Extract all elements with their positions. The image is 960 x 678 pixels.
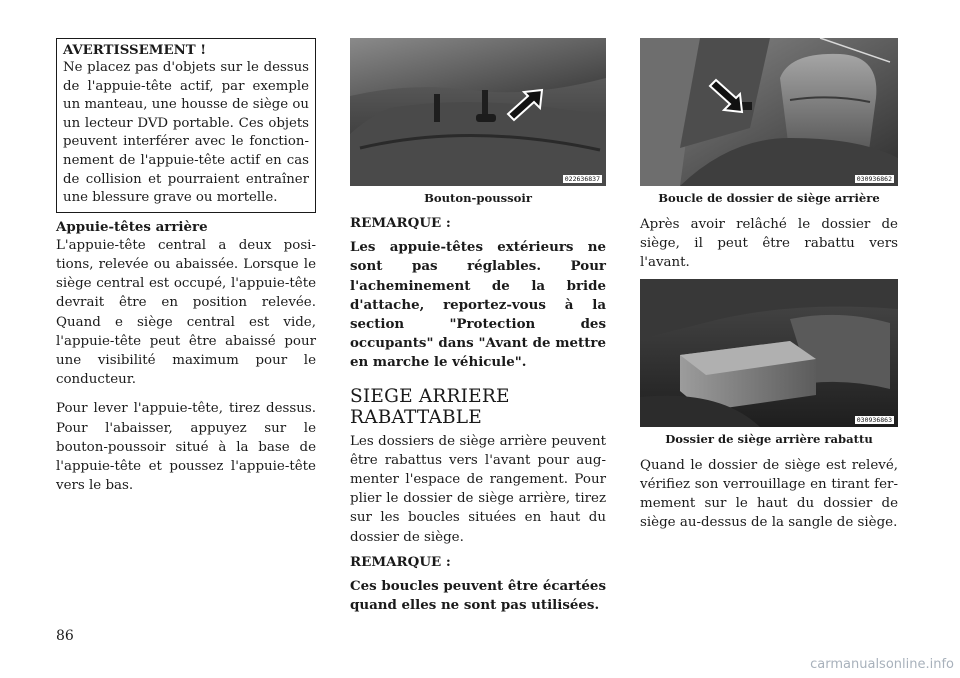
figure-seat-back-latch <box>640 38 898 186</box>
headrest-photo <box>350 38 606 186</box>
rear-headrests-paragraph-2: Pour lever l'appuie-tête, tirez dessus. Pour l'abaisser, appuyez sur le bouton-poussoir situé à la base de l'appuie-tête et poussez l'appuie-tête vers le bas. <box>56 401 316 494</box>
section-text: Les dossiers de siège arrière peuvent être rabattus vers l'avant pour augmenter l'espace de rangement. Pour plier le dossier de siège arrière, tirez sur les boucles situées en haut du dossier de siège. <box>350 433 606 545</box>
section-heading <box>350 386 606 428</box>
seat-latch-photo <box>640 38 898 186</box>
figure-caption: Bouton-poussoir <box>424 191 532 205</box>
warning-text: Ne placez pas d'objets sur le dessus de l'appuie-tête actif, par exemple un manteau, une housse de siège ou un lecteur DVD portable. Ces objets peuvent interférer avec le fonctionnement de l'appuie-tête actif en cas de collision et pourraient entraîner une blessure grave ou mortelle. <box>63 60 309 206</box>
figure-seat-folded <box>640 279 898 427</box>
note-label: REMARQUE : <box>350 553 451 570</box>
seat-folded-photo <box>640 279 898 427</box>
warning-box <box>56 38 316 213</box>
warning-title: AVERTISSEMENT ! <box>63 43 207 58</box>
note-text: Ces boucles peuvent être écartées quand elles ne sont pas utilisées. <box>350 578 606 614</box>
figure-code: 030936862 <box>856 175 892 183</box>
column-right <box>640 38 898 532</box>
figure-caption: Dossier de siège arrière rabattu <box>665 431 873 446</box>
figure-code: 030936863 <box>856 415 892 424</box>
note-label: REMARQUE : <box>350 215 451 231</box>
column-left <box>56 38 316 495</box>
figure-push-button <box>350 38 606 186</box>
figure-caption: Boucle de dossier de siège arrière <box>658 191 880 205</box>
paragraph-after-release: Après avoir relâché le dossier de siège, il peut être rabattu vers l'avant. <box>640 217 898 271</box>
rear-headrests-paragraph-1: L'appuie-tête central a deux positions, relevée ou abaissée. Lorsque le siège central est occupé, l'appuie-tête devrait être en position relevée. Quand e siège central est vide, l'appuie-tête peut être abaissé pour une visibilité maximum pour le conducteur. <box>56 237 316 388</box>
paragraph-verify-lock: Quand le dossier de siège est relevé, vérifiez son verrouillage en tirant fermement sur le haut du dossier de siège au-dessus de la sangle de siège. <box>640 457 898 531</box>
section-heading-line-1: SIEGE ARRIERE <box>350 385 510 407</box>
watermark: carmanualsonline.info <box>810 657 954 672</box>
section-heading-line-2: RABATTABLE <box>350 406 482 428</box>
note-text: Les appuie-têtes extérieurs ne sont pas réglables. Pour l'acheminement de la bride d'attache, reportez-vous à la section "Protection des occupants" dans "Avant de mettre en marche le véhicule". <box>350 239 606 371</box>
column-middle <box>350 38 606 615</box>
figure-code: 022636837 <box>564 175 600 183</box>
rear-headrests-title: Appuie-têtes arrière <box>56 218 208 235</box>
page-number: 86 <box>56 628 74 644</box>
